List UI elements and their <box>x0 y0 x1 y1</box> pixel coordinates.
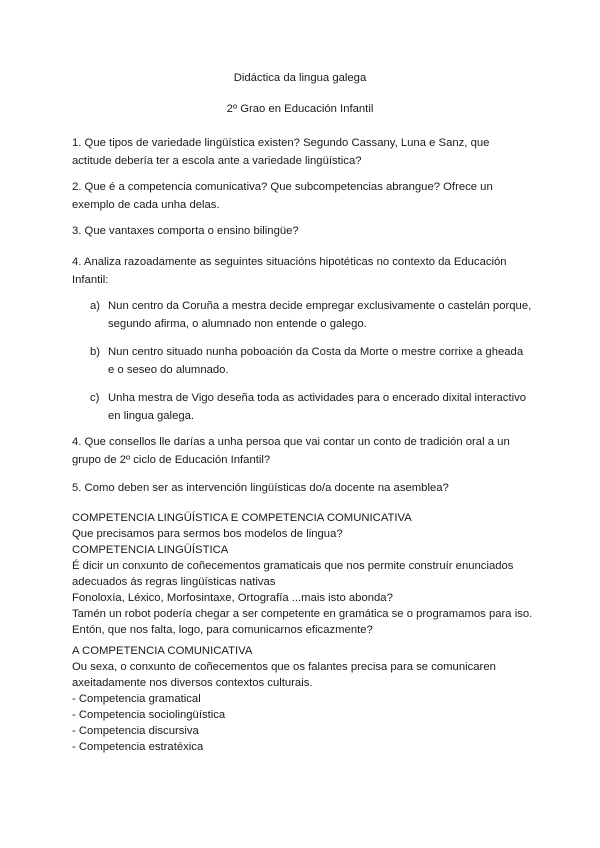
list-item: - Competencia discursiva <box>72 725 199 737</box>
situation-label: c) <box>90 392 100 404</box>
document-subtitle: 2º Grao en Educación Infantil <box>226 103 374 115</box>
notes-line: É dicir un conxunto de coñecementos gramaticais que nos permite construír enunciados <box>72 560 514 572</box>
list-item: - Competencia sociolingüística <box>72 709 226 721</box>
document-title: Didáctica da lingua galega <box>233 72 367 84</box>
notes-line: Entón, que nos falta, logo, para comunicarnos eficazmente? <box>72 624 373 636</box>
situation-text: Unha mestra de Vigo deseña toda as actividades para o encerado dixital interactivo en lingua galega. <box>108 392 527 422</box>
notes-subheading: COMPETENCIA LINGÜÍSTICA <box>72 544 229 556</box>
list-item: - Competencia gramatical <box>72 693 201 705</box>
notes-line: Ou sexa, o conxunto de coñecementos que os falantes precisa para se comunicaren <box>72 661 496 673</box>
notes-competencia-linguistica <box>72 510 532 638</box>
situation-label: b) <box>90 346 101 358</box>
question-1: 1. Que tipos de variedade lingüística existen? Segundo Cassany, Luna e Sanz, que actitude debería ter a escola ante a variedade lingüística? <box>72 137 490 167</box>
situation-text: Nun centro da Coruña a mestra decide empregar exclusivamente o castelán porque, segundo afirma, o alumnado non entende o galego. <box>108 300 532 330</box>
notes-line: Que precisamos para sermos bos modelos de lingua? <box>72 528 343 540</box>
question-5: 5. Como deben ser as intervención lingüísticas do/a docente na asemblea? <box>72 482 449 494</box>
notes-competencia-comunicativa <box>72 643 532 755</box>
notes-line: adecuados ás regras lingüísticas nativas <box>72 576 276 588</box>
notes-heading: COMPETENCIA LINGÜÍSTICA E COMPETENCIA COMUNICATIVA <box>72 512 412 524</box>
situation-text: Nun centro situado nunha poboación da Costa da Morte o mestre corrixe a gheada e o seseo do alumnado. <box>108 346 524 376</box>
notes-line: Tamén un robot podería chegar a ser competente en gramática se o programamos para iso. <box>72 608 533 620</box>
question-4-bis: 4. Que consellos lle darías a unha persoa que vai contar un conto de tradición oral a un grupo de 2º ciclo de Educación Infantil? <box>72 436 510 466</box>
notes-line: Fonoloxía, Léxico, Morfosintaxe, Ortografía ...mais isto abonda? <box>72 592 393 604</box>
question-3: 3. Que vantaxes comporta o ensino bilingüe? <box>72 225 299 237</box>
question-2: 2. Que é a competencia comunicativa? Que subcompetencias abrangue? Ofrece un exemplo de cada unha delas. <box>72 181 493 211</box>
notes-heading: A COMPETENCIA COMUNICATIVA <box>72 645 253 657</box>
situation-label: a) <box>90 300 101 312</box>
list-item: - Competencia estratéxica <box>72 741 204 753</box>
notes-line: axeitadamente nos diversos contextos culturais. <box>72 677 313 689</box>
question-4: 4. Analiza razoadamente as seguintes situacións hipotéticas no contexto da Educación Infantil: <box>72 256 507 286</box>
